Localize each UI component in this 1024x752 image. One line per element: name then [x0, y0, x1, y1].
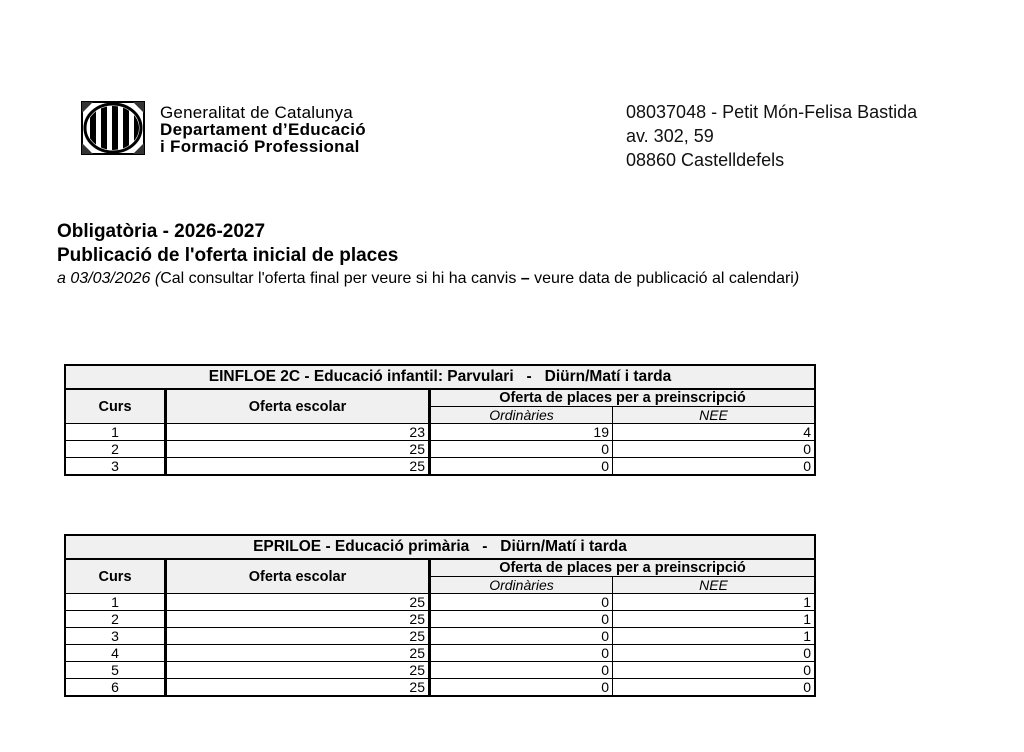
offer-table-primaria — [64, 534, 816, 697]
school-info — [626, 100, 917, 172]
org-line-3: i Formació Professional — [160, 137, 360, 156]
cell-ordinaries: 0 — [430, 679, 613, 697]
cell-ordinaries: 0 — [430, 594, 613, 611]
cell-oferta: 25 — [166, 594, 430, 611]
cell-ordinaries: 0 — [430, 628, 613, 645]
document-subtitle: Publicació de l'oferta inicial de places — [57, 245, 399, 266]
org-line-2: Departament d’Educació — [160, 120, 366, 139]
cell-ordinaries: 0 — [430, 458, 613, 476]
cell-curs: 6 — [65, 679, 166, 697]
school-city: 08860 Castelldefels — [626, 150, 785, 170]
cell-ordinaries: 0 — [430, 645, 613, 662]
cell-nee: 1 — [613, 611, 816, 628]
col-header-nee: NEE — [613, 577, 816, 594]
col-header-oferta: Oferta escolar — [166, 559, 430, 594]
cell-nee: 0 — [613, 441, 816, 458]
cell-curs: 1 — [65, 594, 166, 611]
col-header-group: Oferta de places per a preinscripció — [430, 559, 816, 577]
table-row — [65, 662, 815, 679]
col-header-curs: Curs — [65, 389, 166, 424]
cell-nee: 0 — [613, 645, 816, 662]
cell-nee: 0 — [613, 458, 816, 476]
school-address: av. 302, 59 — [626, 126, 714, 146]
cell-curs: 2 — [65, 611, 166, 628]
offer-table-infantil — [64, 364, 816, 476]
cell-nee: 0 — [613, 679, 816, 697]
cell-curs: 3 — [65, 458, 166, 476]
organization-name — [160, 104, 366, 155]
cell-oferta: 25 — [166, 458, 430, 476]
cell-oferta: 25 — [166, 611, 430, 628]
cell-ordinaries: 0 — [430, 662, 613, 679]
cell-curs: 1 — [65, 424, 166, 441]
cell-oferta: 25 — [166, 628, 430, 645]
col-header-ordinaries: Ordinàries — [430, 577, 613, 594]
table-row — [65, 458, 815, 476]
cell-ordinaries: 0 — [430, 611, 613, 628]
note-dash: – — [520, 270, 530, 287]
table-row — [65, 424, 815, 441]
cell-curs: 5 — [65, 662, 166, 679]
cell-ordinaries: 19 — [430, 424, 613, 441]
table-row — [65, 441, 815, 458]
generalitat-logo-icon — [81, 101, 145, 155]
cell-curs: 4 — [65, 645, 166, 662]
table-row — [65, 645, 815, 662]
cell-oferta: 25 — [166, 679, 430, 697]
school-code-name: 08037048 - Petit Món-Felisa Bastida — [626, 102, 918, 122]
table-row — [65, 679, 815, 697]
col-header-ordinaries: Ordinàries — [430, 407, 613, 424]
col-header-oferta: Oferta escolar — [166, 389, 430, 424]
publication-note — [57, 268, 799, 290]
note-date: a 03/03/2026 — [57, 270, 151, 287]
table-title: EINFLOE 2C - Educació infantil: Parvulari - Diürn/Matí i tarda — [65, 365, 815, 389]
cell-ordinaries: 0 — [430, 441, 613, 458]
cell-curs: 3 — [65, 628, 166, 645]
cell-curs: 2 — [65, 441, 166, 458]
cell-oferta: 23 — [166, 424, 430, 441]
cell-oferta: 25 — [166, 662, 430, 679]
document-title: Obligatòria - 2026-2027 — [57, 221, 266, 242]
cell-nee: 1 — [613, 628, 816, 645]
note-text-2: veure data de publicació al calendari — [529, 270, 794, 287]
org-line-1: Generalitat de Catalunya — [160, 103, 353, 122]
cell-nee: 0 — [613, 662, 816, 679]
cell-nee: 4 — [613, 424, 816, 441]
note-text: Cal consultar l'oferta final per veure si hi ha canvis — [160, 270, 521, 287]
note-close: ) — [793, 270, 800, 287]
col-header-curs: Curs — [65, 559, 166, 594]
cell-oferta: 25 — [166, 441, 430, 458]
cell-nee: 1 — [613, 594, 816, 611]
cell-oferta: 25 — [166, 645, 430, 662]
col-header-nee: NEE — [613, 407, 816, 424]
note-open: ( — [150, 270, 161, 287]
table-row — [65, 611, 815, 628]
table-row — [65, 594, 815, 611]
table-title: EPRILOE - Educació primària - Diürn/Matí i tarda — [65, 535, 815, 559]
col-header-group: Oferta de places per a preinscripció — [430, 389, 816, 407]
document-headings — [57, 220, 799, 290]
table-row — [65, 628, 815, 645]
